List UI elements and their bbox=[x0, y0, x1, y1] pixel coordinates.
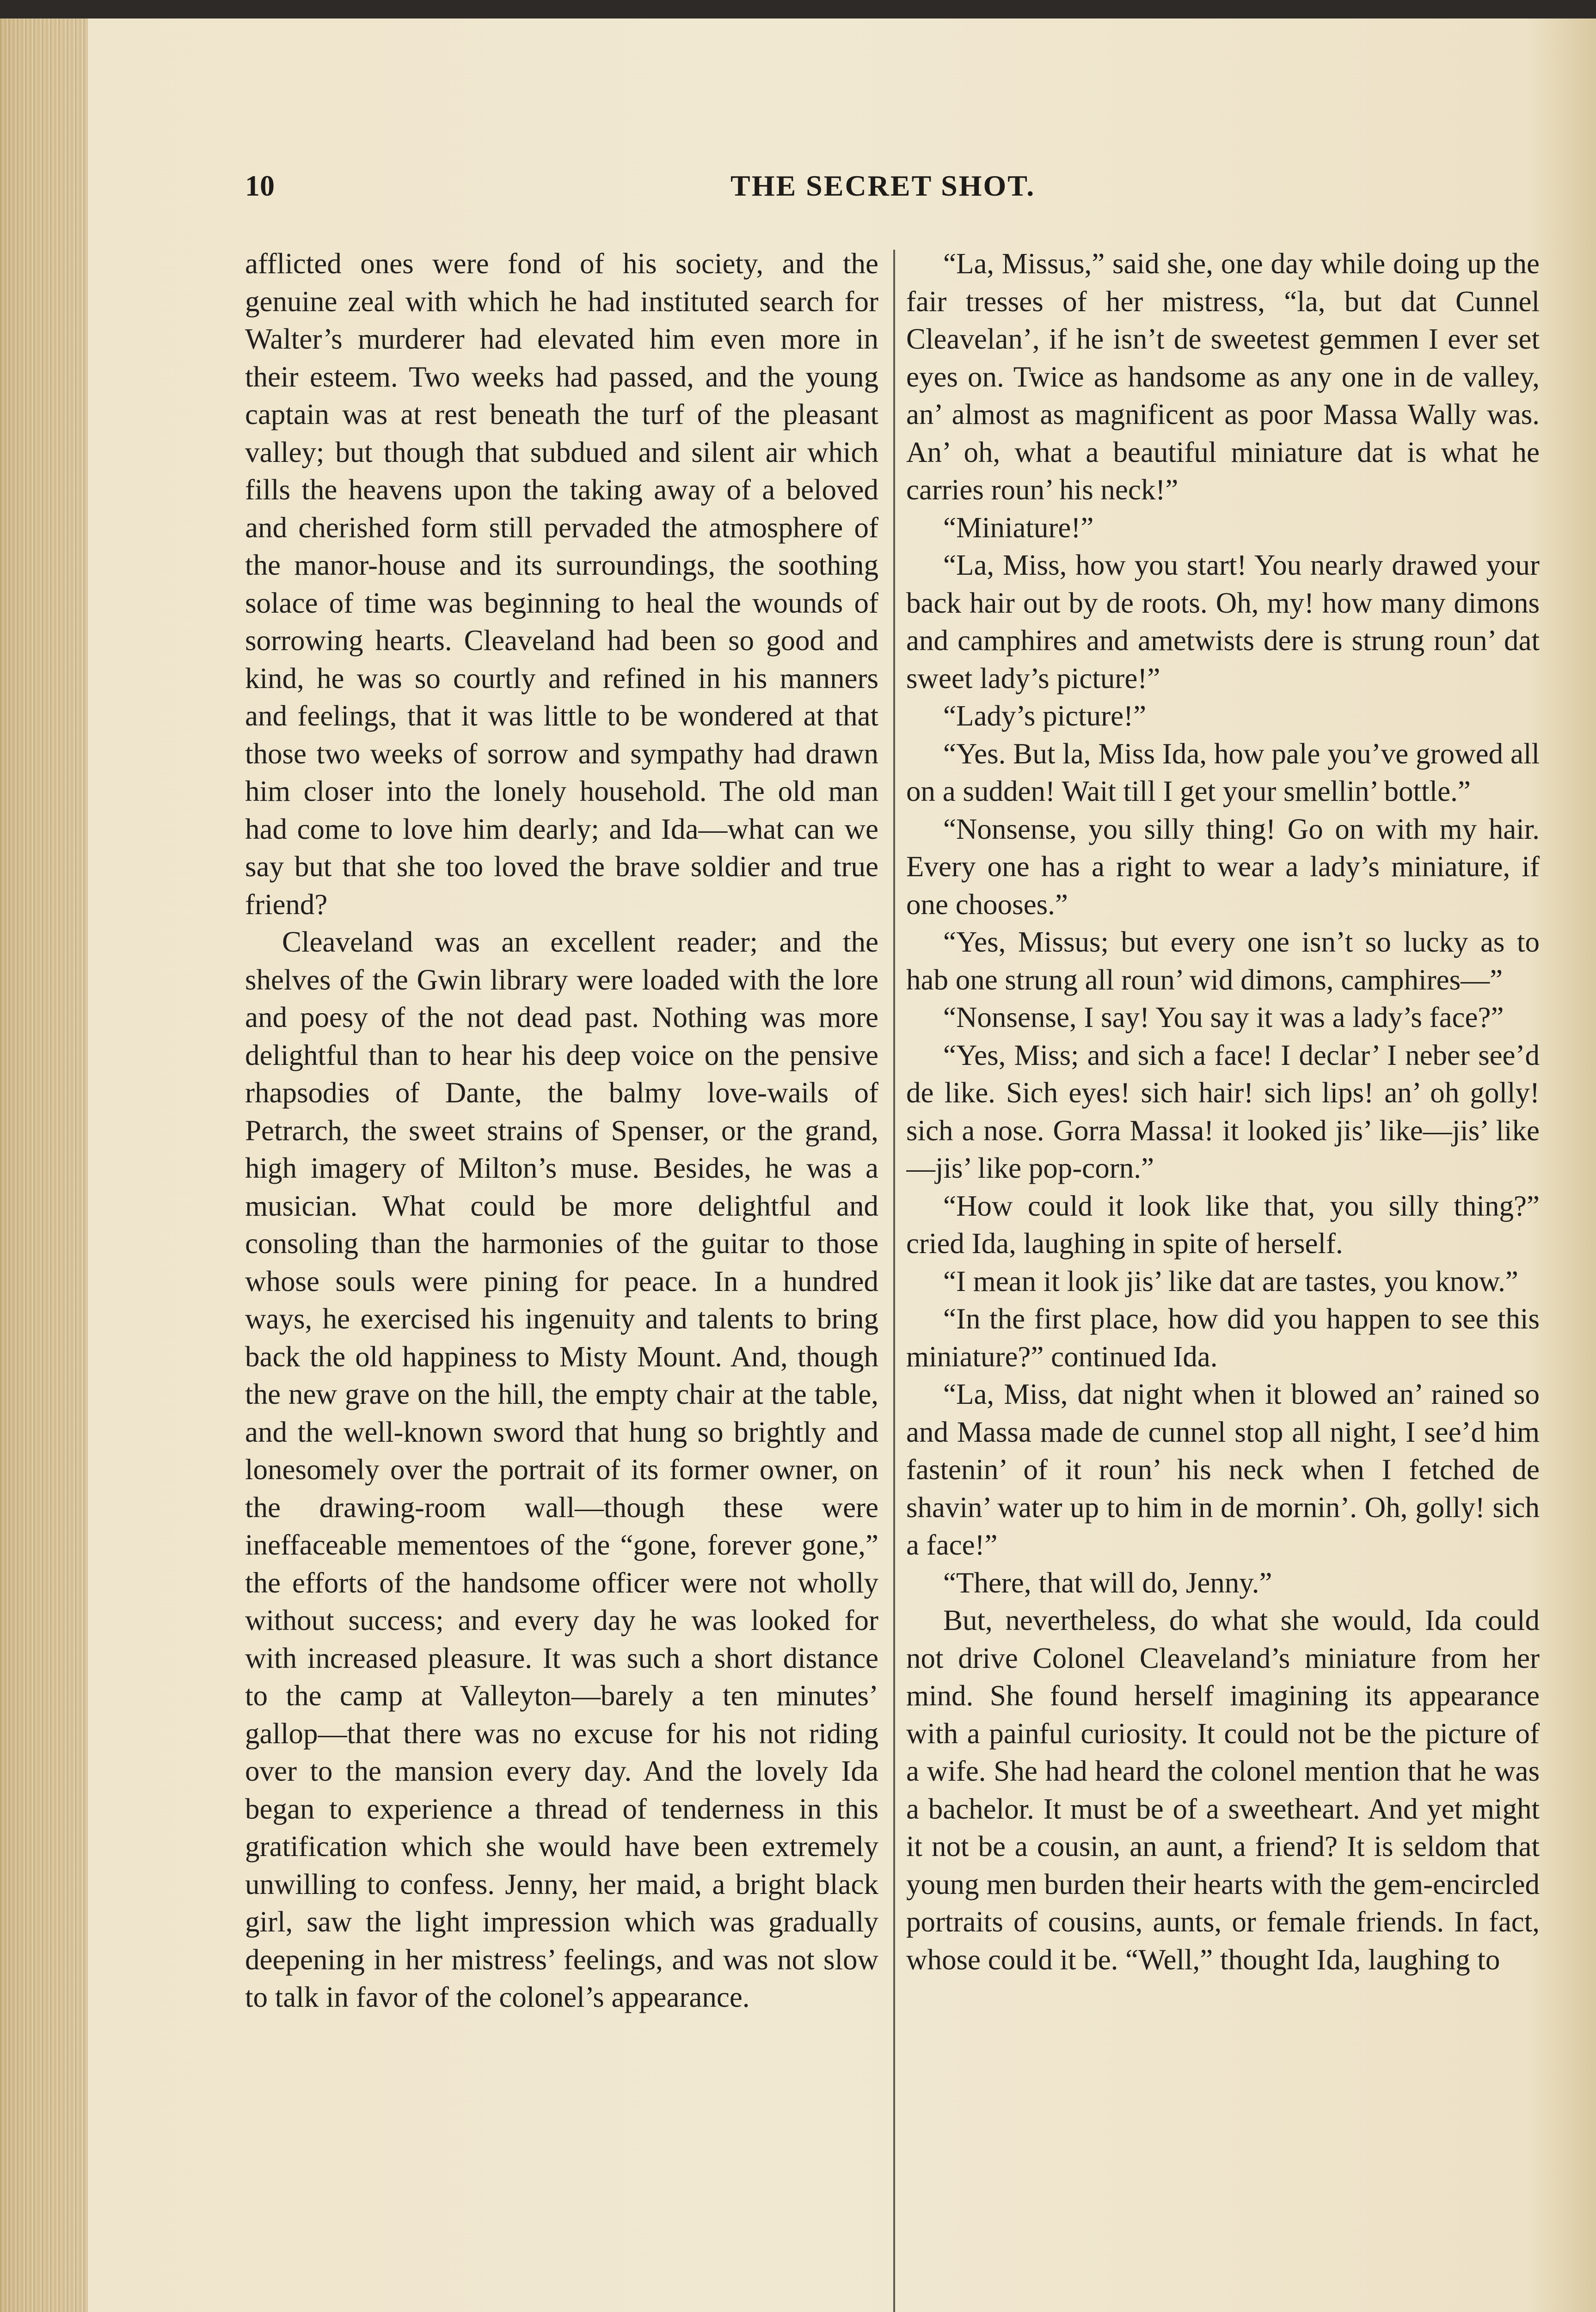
paragraph: “Lady’s picture!” bbox=[943, 700, 1147, 732]
scan-top-border bbox=[0, 0, 1596, 18]
paragraph: “La, Missus,” said she, one day while doing up the fair tresses of her mistress, “la, but dat Cunnel Cleavelan’, if he isn’t de sweetest gemmen I ever set eyes on. Twice as handsome as any one in de valley, an’ almost as magnificent as poor Massa Wally was. An’ oh, what a beautiful miniature dat is what he carries roun’ his neck!” bbox=[906, 247, 1540, 506]
right-column bbox=[906, 245, 1540, 2312]
paragraph: “Yes. But la, Miss Ida, how pale you’ve growed all on a sudden! Wait till I get your smellin’ bottle.” bbox=[906, 737, 1540, 807]
page-edges bbox=[0, 18, 88, 2312]
paragraph: “There, that will do, Jenny.” bbox=[943, 1566, 1272, 1599]
paragraph: “La, Miss, how you start! You nearly drawed your back hair out by de roots. Oh, my! how many dimons and camphires and ametwists dere is strung roun’ dat sweet lady’s picture!” bbox=[906, 549, 1540, 695]
page-header bbox=[245, 169, 1549, 220]
paragraph: “Yes, Miss; and sich a face! I declar’ I neber see’d de like. Sich eyes! sich hair! sich lips! an’ oh golly! sich a nose. Gorra Massa! it looked jis’ like—jis’ like—jis’ like pop-corn.” bbox=[906, 1039, 1540, 1184]
paragraph: “How could it look like that, you silly thing?” cried Ida, laughing in spite of herself. bbox=[906, 1189, 1540, 1260]
paragraph: But, nevertheless, do what she would, Ida could not drive Colonel Cleaveland’s miniature from her mind. She found herself imagining its appearance with a painful curiosity. It could not be the picture of a wife. She had heard the colonel mention that he was a bachelor. It must be of a sweetheart. And yet might it not be a cousin, an aunt, a friend? It is seldom that young men burden their hearts with the gem-encircled portraits of cousins, aunts, or female friends. In fact, whose could it be. “Well,” thought Ida, laughing to bbox=[906, 1604, 1540, 1976]
paragraph: “Yes, Missus; but every one isn’t so lucky as to hab one strung all roun’ wid dimons, camphires—” bbox=[906, 926, 1540, 996]
paragraph: “I mean it look jis’ like dat are tastes, you know.” bbox=[943, 1265, 1518, 1297]
paragraph: Cleaveland was an excellent reader; and the shelves of the Gwin library were loaded with the lore and poesy of the not dead past. Nothing was more delightful than to hear his deep voice on the pensive rhapsodies of Dante, the balmy love-wails of Petrarch, the sweet strains of Spenser, or the grand, high imagery of Milton’s muse. Besides, he was a musician. What could be more delightful and consoling than the harmonies of the guitar to those whose souls were pining for peace. In a hundred ways, he exercised his ingenuity and talents to bring back the old happiness to Misty Mount. And, though the new grave on the hill, the empty chair at the table, and the well-known sword that hung so brightly and lonesomely over the portrait of its former owner, on the drawing-room wall—though these were ineffaceable mementoes of the “gone, forever gone,” the efforts of the handsome officer were not wholly without success; and every day he was looked for with increased pleasure. It was such a short distance to the camp at Valleyton—barely a ten minutes’ gallop—that there was no excuse for his not riding over to the mansion every day. And the lovely Ida began to experience a thread of tenderness in this gratification which she would have been extremely unwilling to confess. Jenny, her maid, a bright black girl, saw the light impression which was gradually deepening in her mistress’ feelings, and was not slow to talk in favor of the colonel’s appearance. bbox=[245, 926, 878, 2013]
paragraph: “Miniature!” bbox=[943, 511, 1094, 544]
running-title: THE SECRET SHOT. bbox=[730, 169, 1036, 202]
left-column bbox=[245, 245, 878, 2312]
paragraph: “In the first place, how did you happen to see this miniature?” continued Ida. bbox=[906, 1303, 1540, 1373]
column-rule bbox=[893, 250, 895, 2312]
paragraph: “La, Miss, dat night when it blowed an’ rained so and Massa made de cunnel stop all night, I see’d him fastenin’ of it roun’ his neck when I fetched de shavin’ water up to him in de mornin’. Oh, golly! sich a face!” bbox=[906, 1378, 1540, 1561]
paragraph: “Nonsense, you silly thing! Go on with my hair. Every one has a right to wear a lady’s miniature, if one chooses.” bbox=[906, 812, 1540, 921]
paragraph: afflicted ones were fond of his society, and the genuine zeal with which he had instituted search for Walter’s murderer had elevated him even more in their esteem. Two weeks had passed, and the young captain was at rest beneath the turf of the pleasant valley; but though that subdued and silent air which fills the heavens upon the taking away of a beloved and cherished form still pervaded the atmosphere of the manor-house and its surroundings, the soothing solace of time was beginning to heal the wounds of sorrowing hearts. Cleaveland had been so good and kind, he was so courtly and refined in his manners and feelings, that it was little to be wondered at that those two weeks of sorrow and sympathy had drawn him closer into the lonely household. The old man had come to love him dearly; and Ida—what can we say but that she too loved the brave soldier and true friend? bbox=[245, 247, 878, 921]
paragraph: “Nonsense, I say! You say it was a lady’s face?” bbox=[943, 1001, 1504, 1033]
page-number: 10 bbox=[245, 169, 275, 202]
